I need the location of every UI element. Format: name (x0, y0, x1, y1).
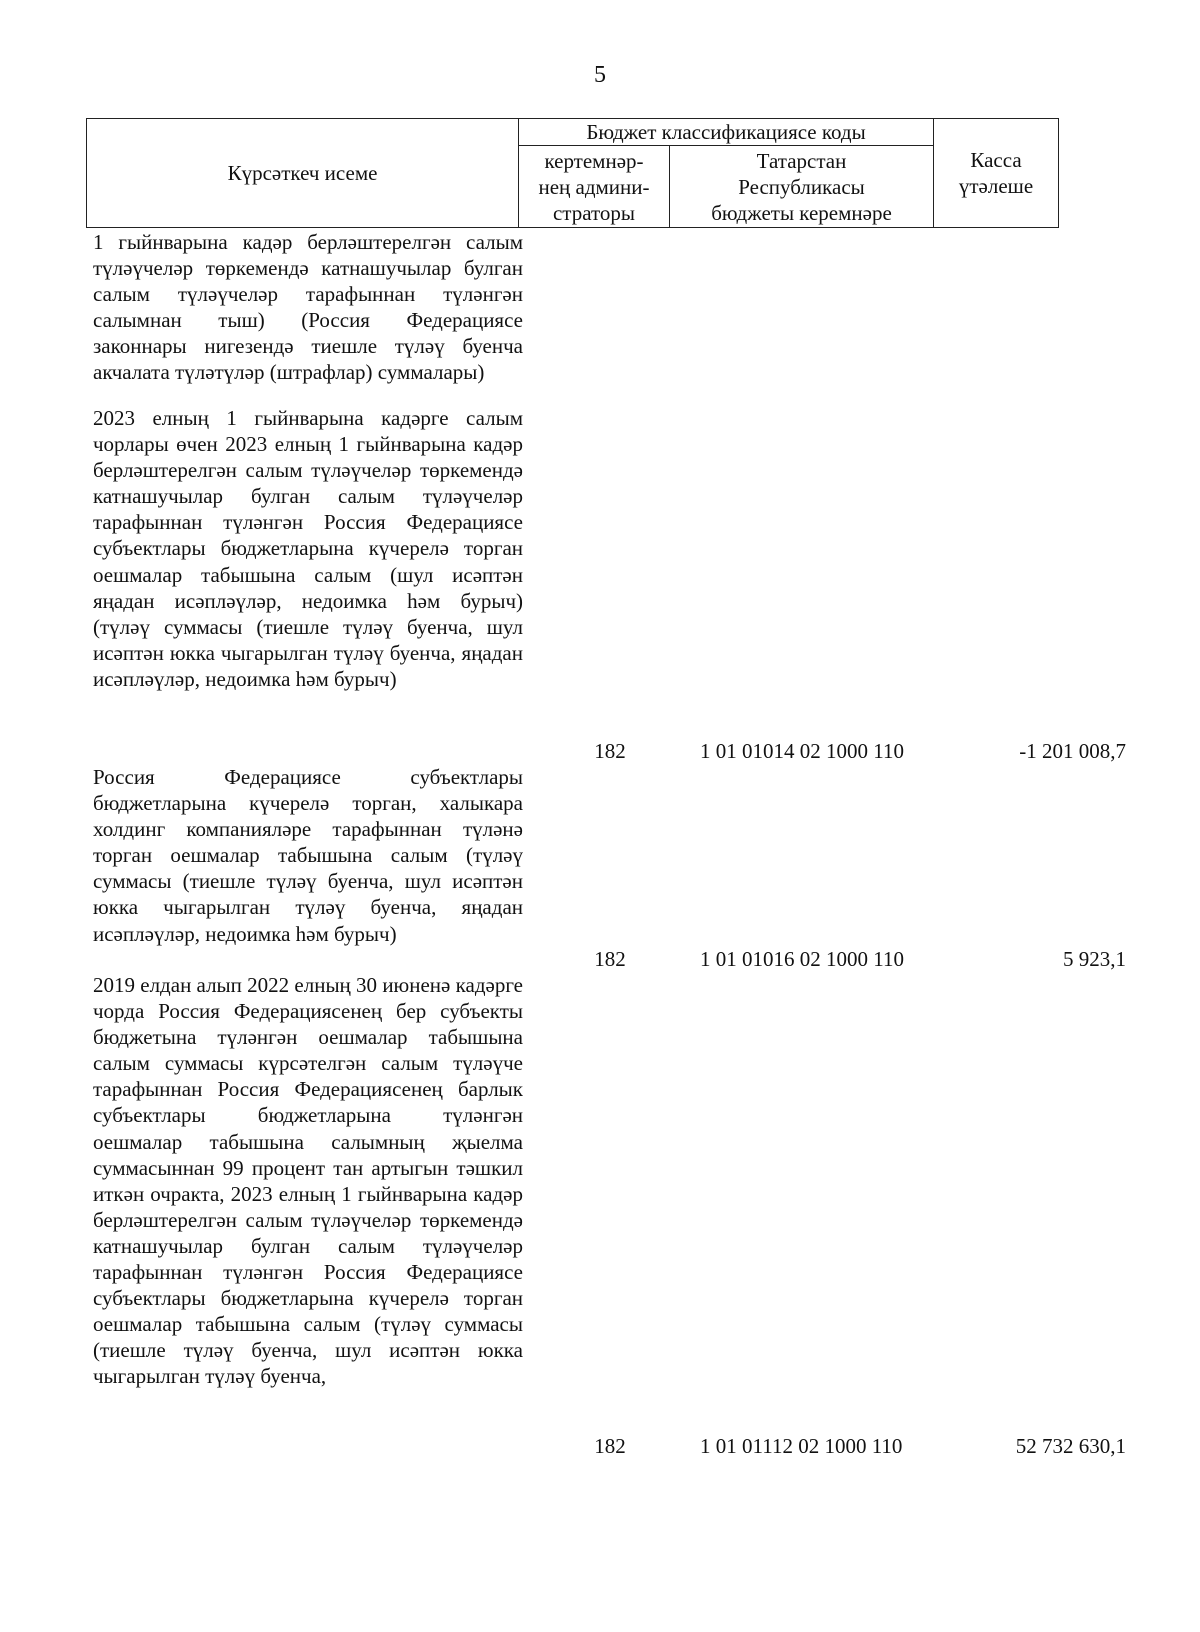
table-row-code: 1 01 01112 02 1000 110 (700, 1434, 903, 1458)
table-row-code: 1 01 01014 02 1000 110 (700, 739, 904, 763)
header-col-admin: кертемнәр- нең админи- страторы (519, 146, 670, 228)
table-row-code: 1 01 01016 02 1000 110 (700, 947, 904, 971)
header-col-amount: Касса үтәлеше (934, 119, 1059, 228)
page-number: 5 (594, 62, 606, 88)
header-col-code: Татарстан Республикасы бюджеты керемнәре (670, 146, 934, 228)
table-row-admin: 182 (594, 947, 626, 971)
table-row-amount: 5 923,1 (1063, 947, 1126, 971)
table-row-name: 2023 елның 1 гыйнварына кадәрге салым чорлары өчен 2023 елның 1 гыйнварына кадәр берләштерелгән салым түләүчеләр төркемендә катнашучылар булган салым түләүчеләр тарафыннан түләнгән Россия Федерациясе субъектлары бюджетларына күчерелә торган оешмалар табышына салым (шул исәптән яңадан исәпләүләр, недоимка һәм бурыч) (түләү суммасы (тиешле түләү буенча, шул исәптән юкка чыгарылган түләү буенча, яңадан исәпләүләр, недоимка һәм бурыч) (93, 406, 523, 691)
table-row-name: 1 гыйнварына кадәр берләштерелгән салым түләүчеләр төркемендә катнашучылар булган салым түләүчеләр тарафыннан түләнгән салымнан тыш) (Россия Федерациясе законнары нигезендә тиешле түләү буенча акчалата түләтүләр (штрафлар) суммалары) (93, 230, 523, 385)
table-row-admin: 182 (594, 1434, 626, 1458)
header-col-name: Күрсәткеч исеме (87, 119, 519, 228)
table-row-name: Россия Федерациясе субъектлары бюджетларына күчерелә торган, халыкара холдинг компанияләре тарафыннан түләнә торган оешмалар табышына салым (түләү суммасы (тиешле түләү буенча, шул исәптән юкка чыгарылган түләү буенча, яңадан исәпләүләр, недоимка һәм бурыч) (93, 765, 523, 946)
table-row-admin: 182 (594, 739, 626, 763)
header-group-title: Бюджет классификациясе коды (519, 119, 934, 146)
table-header (86, 118, 1059, 228)
table-row-amount: -1 201 008,7 (1019, 739, 1126, 763)
table-row-amount: 52 732 630,1 (1015, 1434, 1126, 1458)
table-row-name: 2019 елдан алып 2022 елның 30 июненә кадәрге чорда Россия Федерациясенең бер субъекты бюджетына түләнгән оешмалар табышына салым суммасы күрсәтелгән салым түләүче тарафыннан Россия Федерациясенең барлык субъектлары бюджетларына түләнгән оешмалар табышына салымның җыелма суммасыннан 99 процент тан артыгын тәшкил иткән очракта, 2023 елның 1 гыйнварына кадәр берләштерелгән салым түләүчеләр төркемендә катнашучылар булган салым түләүчеләр тарафыннан түләнгән Россия Федерациясе субъектлары бюджетларына күчерелә торган оешмалар табышына салым (түләү суммасы (тиешле түләү буенча, шул исәптән юкка чыгарылган түләү буенча, (93, 973, 523, 1389)
